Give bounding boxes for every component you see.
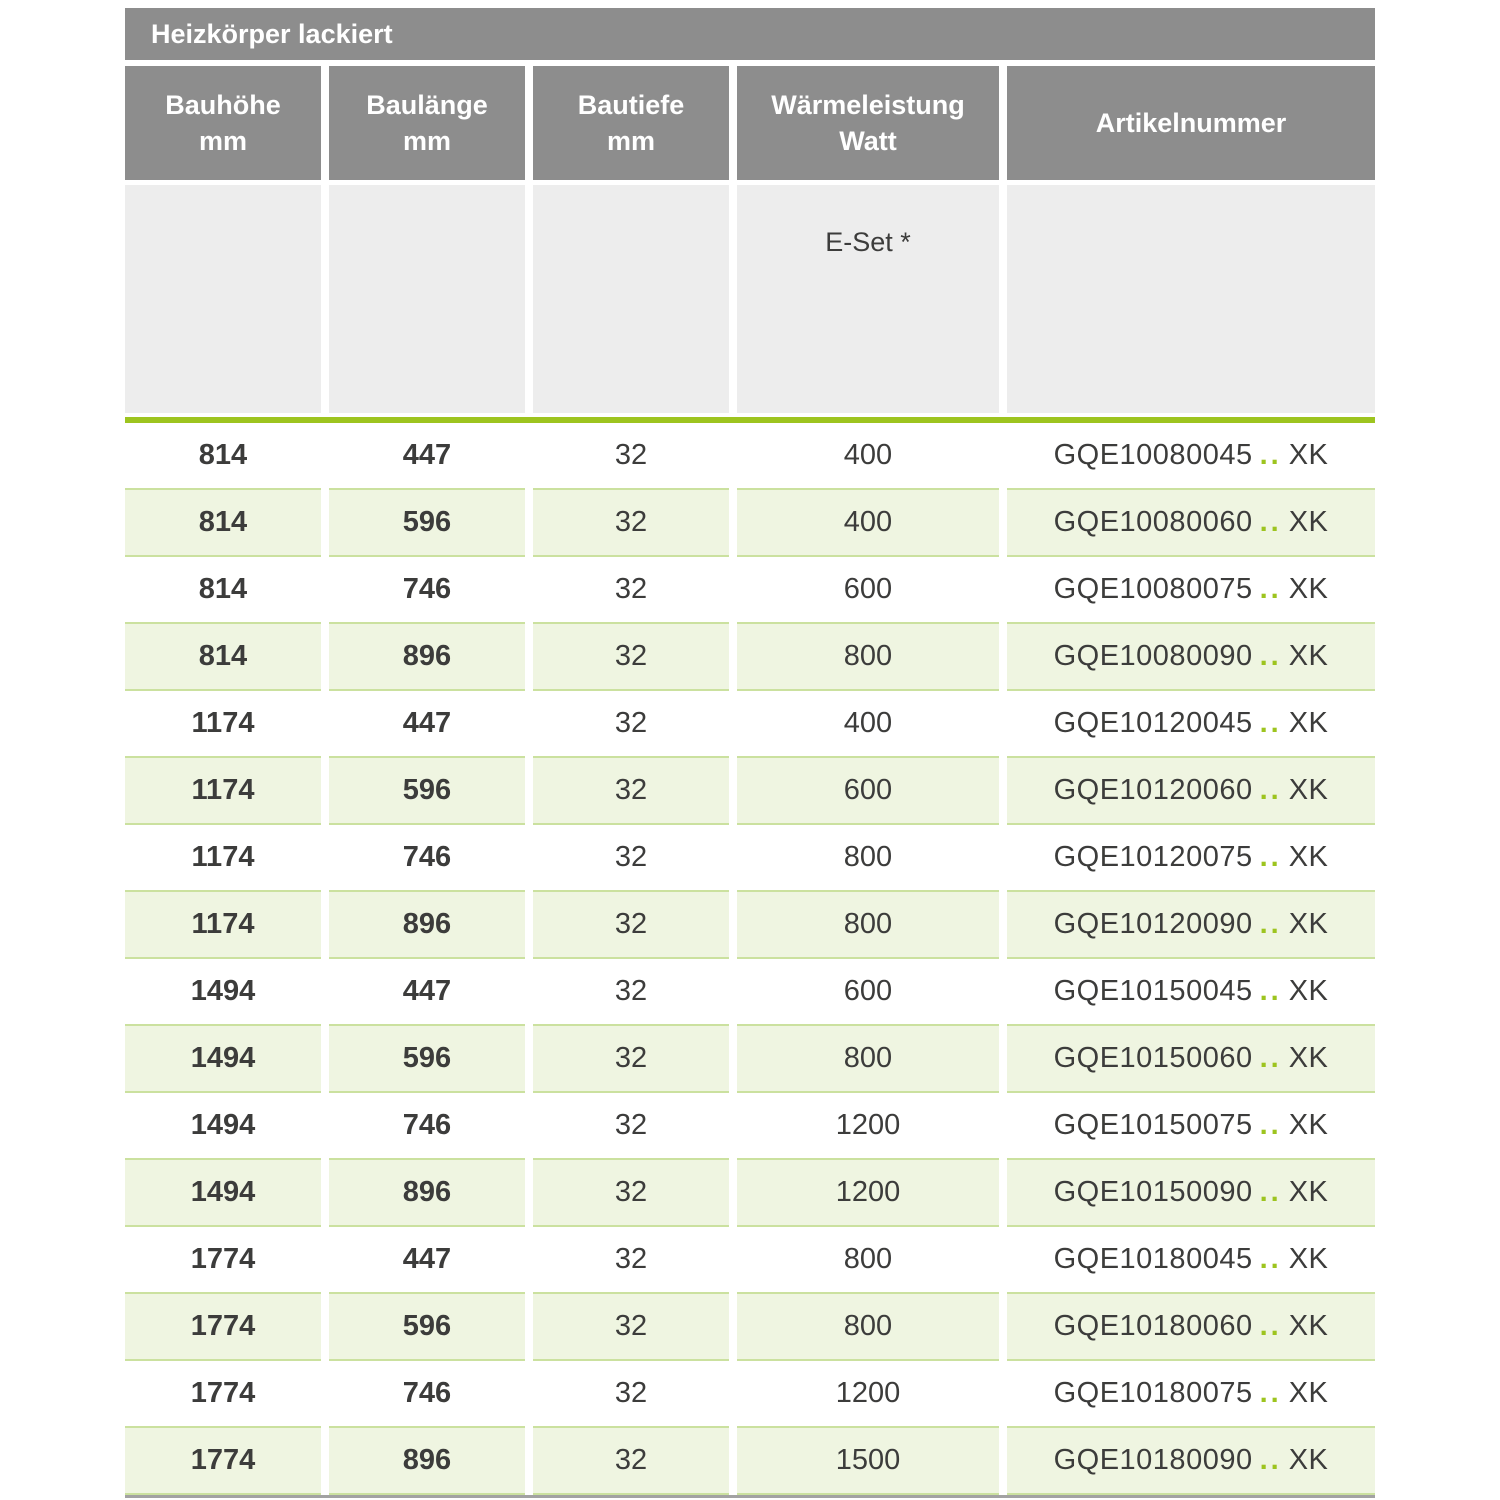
cell-bauhoehe: 1494 — [125, 1093, 321, 1160]
artikel-suffix: XK — [1288, 1109, 1329, 1141]
cell-bautiefe: 32 — [533, 1093, 729, 1160]
table-body — [125, 423, 1375, 1495]
cell-baulaenge: 447 — [329, 1227, 525, 1294]
cell-bauhoehe: 1174 — [125, 691, 321, 758]
artikel-code: GQE10150075 — [1053, 1109, 1253, 1141]
artikel-code: GQE10120090 — [1053, 908, 1253, 940]
cell-baulaenge: 447 — [329, 423, 525, 490]
column-header-artikelnummer — [1007, 66, 1375, 180]
cell-artikelnummer — [1007, 1093, 1375, 1160]
table-row — [125, 1428, 1375, 1495]
table-row — [125, 691, 1375, 758]
cell-baulaenge: 896 — [329, 892, 525, 959]
cell-bautiefe: 32 — [533, 892, 729, 959]
column-label: Artikelnummer — [1095, 107, 1287, 138]
artikel-dots: .. — [1259, 439, 1282, 471]
artikel-suffix: XK — [1288, 908, 1329, 940]
artikel-suffix: XK — [1288, 1243, 1329, 1275]
table-row — [125, 892, 1375, 959]
table-row — [125, 624, 1375, 691]
cell-bautiefe: 32 — [533, 1294, 729, 1361]
column-header-bautiefe — [533, 66, 729, 180]
column-label: Bauhöhe — [165, 89, 281, 120]
artikel-dots: .. — [1259, 1310, 1282, 1342]
cell-baulaenge: 596 — [329, 1026, 525, 1093]
cell-bauhoehe: 1494 — [125, 959, 321, 1026]
cell-bauhoehe: 1494 — [125, 1026, 321, 1093]
cell-baulaenge: 447 — [329, 959, 525, 1026]
artikel-dots: .. — [1259, 908, 1282, 940]
cell-artikelnummer — [1007, 892, 1375, 959]
artikel-code: GQE10150090 — [1053, 1176, 1253, 1208]
subheader-cell-eset — [737, 185, 999, 413]
cell-bautiefe: 32 — [533, 758, 729, 825]
cell-watt: 1500 — [737, 1428, 999, 1495]
cell-bauhoehe: 1174 — [125, 892, 321, 959]
subheader-row — [125, 185, 1375, 413]
artikel-code: GQE10150045 — [1053, 975, 1253, 1007]
artikel-suffix: XK — [1288, 1176, 1329, 1208]
artikel-suffix: XK — [1288, 573, 1329, 605]
column-unit: mm — [402, 126, 451, 156]
cell-artikelnummer — [1007, 423, 1375, 490]
table-row — [125, 490, 1375, 557]
table-row — [125, 1361, 1375, 1428]
table-row — [125, 557, 1375, 624]
cell-bauhoehe: 814 — [125, 624, 321, 691]
cell-bauhoehe: 1774 — [125, 1227, 321, 1294]
cell-artikelnummer — [1007, 490, 1375, 557]
subheader-cell-bauhoehe — [125, 185, 321, 413]
table-row — [125, 825, 1375, 892]
cell-watt: 600 — [737, 758, 999, 825]
column-header-row — [125, 66, 1375, 180]
artikel-code: GQE10120060 — [1053, 774, 1253, 806]
cell-artikelnummer — [1007, 758, 1375, 825]
artikel-code: GQE10080075 — [1053, 573, 1253, 605]
cell-artikelnummer — [1007, 1428, 1375, 1495]
cell-bauhoehe: 814 — [125, 423, 321, 490]
cell-artikelnummer — [1007, 1026, 1375, 1093]
cell-artikelnummer — [1007, 959, 1375, 1026]
cell-bauhoehe: 814 — [125, 557, 321, 624]
column-label: Baulänge — [366, 89, 488, 120]
column-unit: mm — [198, 126, 247, 156]
cell-watt: 400 — [737, 423, 999, 490]
cell-bauhoehe: 1174 — [125, 758, 321, 825]
cell-artikelnummer — [1007, 1294, 1375, 1361]
artikel-suffix: XK — [1288, 707, 1329, 739]
cell-bautiefe: 32 — [533, 557, 729, 624]
cell-bauhoehe: 1174 — [125, 825, 321, 892]
cell-watt: 800 — [737, 1227, 999, 1294]
cell-bautiefe: 32 — [533, 624, 729, 691]
artikel-code: GQE10080045 — [1053, 439, 1253, 471]
eset-label: E-Set * — [825, 227, 911, 257]
table-row — [125, 959, 1375, 1026]
table-title-bar — [125, 8, 1375, 60]
artikel-suffix: XK — [1288, 1444, 1329, 1476]
table-row — [125, 423, 1375, 490]
cell-bautiefe: 32 — [533, 1361, 729, 1428]
artikel-code: GQE10180090 — [1053, 1444, 1253, 1476]
cell-watt: 1200 — [737, 1093, 999, 1160]
subheader-cell-artikelnummer — [1007, 185, 1375, 413]
cell-watt: 400 — [737, 691, 999, 758]
cell-baulaenge: 596 — [329, 1294, 525, 1361]
cell-baulaenge: 896 — [329, 1160, 525, 1227]
artikel-code: GQE10080060 — [1053, 506, 1253, 538]
artikel-code: GQE10120075 — [1053, 841, 1253, 873]
cell-baulaenge: 746 — [329, 557, 525, 624]
cell-bauhoehe: 814 — [125, 490, 321, 557]
cell-watt: 800 — [737, 892, 999, 959]
subheader-cell-baulaenge — [329, 185, 525, 413]
cell-bautiefe: 32 — [533, 691, 729, 758]
artikel-suffix: XK — [1288, 640, 1329, 672]
radiator-spec-table — [125, 8, 1375, 1498]
cell-artikelnummer — [1007, 1160, 1375, 1227]
artikel-code: GQE10150060 — [1053, 1042, 1253, 1074]
cell-bauhoehe: 1774 — [125, 1294, 321, 1361]
artikel-code: GQE10180075 — [1053, 1377, 1253, 1409]
cell-bautiefe: 32 — [533, 423, 729, 490]
table-title: Heizkörper lackiert — [151, 18, 393, 49]
artikel-suffix: XK — [1288, 774, 1329, 806]
cell-bautiefe: 32 — [533, 959, 729, 1026]
artikel-dots: .. — [1259, 1377, 1282, 1409]
artikel-dots: .. — [1259, 1109, 1282, 1141]
column-header-waermeleistung — [737, 66, 999, 180]
cell-bauhoehe: 1774 — [125, 1428, 321, 1495]
artikel-dots: .. — [1259, 1444, 1282, 1476]
cell-watt: 600 — [737, 557, 999, 624]
table-row — [125, 1093, 1375, 1160]
cell-baulaenge: 447 — [329, 691, 525, 758]
cell-bauhoehe: 1774 — [125, 1361, 321, 1428]
cell-bautiefe: 32 — [533, 1227, 729, 1294]
cell-bautiefe: 32 — [533, 825, 729, 892]
cell-watt: 800 — [737, 1294, 999, 1361]
cell-baulaenge: 596 — [329, 758, 525, 825]
cell-baulaenge: 596 — [329, 490, 525, 557]
cell-watt: 800 — [737, 1026, 999, 1093]
artikel-dots: .. — [1259, 1243, 1282, 1275]
cell-bautiefe: 32 — [533, 1026, 729, 1093]
cell-watt: 600 — [737, 959, 999, 1026]
artikel-dots: .. — [1259, 707, 1282, 739]
cell-bautiefe: 32 — [533, 1428, 729, 1495]
artikel-dots: .. — [1259, 1042, 1282, 1074]
table-row — [125, 1026, 1375, 1093]
cell-watt: 1200 — [737, 1361, 999, 1428]
artikel-dots: .. — [1259, 774, 1282, 806]
cell-artikelnummer — [1007, 624, 1375, 691]
artikel-dots: .. — [1259, 1176, 1282, 1208]
cell-baulaenge: 746 — [329, 1093, 525, 1160]
cell-watt: 800 — [737, 825, 999, 892]
artikel-suffix: XK — [1288, 439, 1329, 471]
cell-bautiefe: 32 — [533, 490, 729, 557]
cell-artikelnummer — [1007, 1227, 1375, 1294]
cell-watt: 800 — [737, 624, 999, 691]
cell-baulaenge: 746 — [329, 825, 525, 892]
artikel-suffix: XK — [1288, 975, 1329, 1007]
column-header-baulaenge — [329, 66, 525, 180]
cell-baulaenge: 746 — [329, 1361, 525, 1428]
cell-artikelnummer — [1007, 691, 1375, 758]
artikel-code: GQE10120045 — [1053, 707, 1253, 739]
column-label: Wärmeleistung — [771, 89, 965, 120]
subheader-cell-bautiefe — [533, 185, 729, 413]
artikel-code: GQE10080090 — [1053, 640, 1253, 672]
artikel-suffix: XK — [1288, 841, 1329, 873]
cell-baulaenge: 896 — [329, 624, 525, 691]
artikel-code: GQE10180045 — [1053, 1243, 1253, 1275]
column-unit: Watt — [839, 126, 897, 156]
column-header-bauhoehe — [125, 66, 321, 180]
artikel-dots: .. — [1259, 975, 1282, 1007]
artikel-dots: .. — [1259, 841, 1282, 873]
cell-bauhoehe: 1494 — [125, 1160, 321, 1227]
table-row — [125, 758, 1375, 825]
column-label: Bautiefe — [577, 89, 685, 120]
cell-artikelnummer — [1007, 557, 1375, 624]
artikel-code: GQE10180060 — [1053, 1310, 1253, 1342]
artikel-dots: .. — [1259, 573, 1282, 605]
table-row — [125, 1294, 1375, 1361]
cell-bautiefe: 32 — [533, 1160, 729, 1227]
cell-watt: 1200 — [737, 1160, 999, 1227]
cell-watt: 400 — [737, 490, 999, 557]
table-row — [125, 1160, 1375, 1227]
artikel-dots: .. — [1259, 640, 1282, 672]
cell-artikelnummer — [1007, 825, 1375, 892]
artikel-suffix: XK — [1288, 506, 1329, 538]
table-row — [125, 1227, 1375, 1294]
cell-baulaenge: 896 — [329, 1428, 525, 1495]
artikel-suffix: XK — [1288, 1042, 1329, 1074]
artikel-dots: .. — [1259, 506, 1282, 538]
artikel-suffix: XK — [1288, 1377, 1329, 1409]
cell-artikelnummer — [1007, 1361, 1375, 1428]
table-bottom-border — [125, 1495, 1375, 1498]
column-unit: mm — [606, 126, 655, 156]
artikel-suffix: XK — [1288, 1310, 1329, 1342]
